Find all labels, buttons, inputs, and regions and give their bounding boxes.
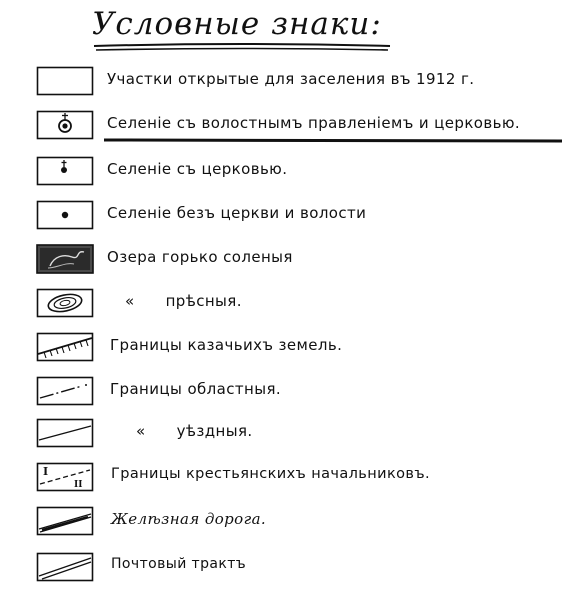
legend-label: Границы крестьянскихъ начальниковъ. xyxy=(111,466,430,482)
uezd-boundary-icon xyxy=(36,418,94,448)
legend-label: Озера горько соленыя xyxy=(107,248,293,266)
cossack-boundary-icon xyxy=(36,332,94,362)
legend-row xyxy=(0,506,582,546)
postal-road-icon xyxy=(36,552,94,582)
salt-lake-icon xyxy=(36,244,94,274)
mark-I: I xyxy=(43,465,49,478)
legend-label: « прѣсныя. xyxy=(125,292,242,310)
oblast-boundary-icon xyxy=(36,376,94,406)
legend-label: « уѣздныя. xyxy=(136,422,253,440)
village-church-icon xyxy=(36,156,94,186)
page-title: Условные знаки: xyxy=(92,6,382,42)
legend-label: Селеніе съ волостнымъ правленіемъ и церковью. xyxy=(107,114,521,132)
legend-row xyxy=(0,156,582,196)
legend-row xyxy=(0,200,582,240)
legend-row xyxy=(0,376,582,416)
fresh-lake-icon xyxy=(36,288,94,318)
legend-label: Границы областныя. xyxy=(110,380,282,398)
legend-row xyxy=(0,288,582,328)
village-church-volost-icon xyxy=(36,110,94,140)
legend-row xyxy=(0,66,582,106)
legend-row xyxy=(0,462,582,502)
legend-row xyxy=(0,418,582,458)
row-underline xyxy=(104,137,562,145)
village-dot-icon xyxy=(36,200,94,230)
mark-II: II xyxy=(74,480,83,490)
legend-label: Границы казачьихъ земель. xyxy=(110,336,343,354)
legend-row xyxy=(0,552,582,592)
legend-label: Участки открытые для заселения въ 1912 г. xyxy=(107,70,475,88)
empty-box-icon xyxy=(36,66,94,96)
legend-row xyxy=(0,332,582,372)
legend-label: Селеніе безъ церкви и волости xyxy=(107,204,367,222)
legend-label: Почтовый трактъ xyxy=(111,556,247,572)
legend-label: Селеніе съ церковью. xyxy=(107,160,288,178)
legend-label: Желѣзная дорога. xyxy=(111,510,267,528)
title-underline xyxy=(92,40,392,54)
railway-icon xyxy=(36,506,94,536)
peasant-chiefs-boundary-icon xyxy=(36,462,94,492)
legend-row xyxy=(0,110,582,150)
legend-row xyxy=(0,244,582,284)
